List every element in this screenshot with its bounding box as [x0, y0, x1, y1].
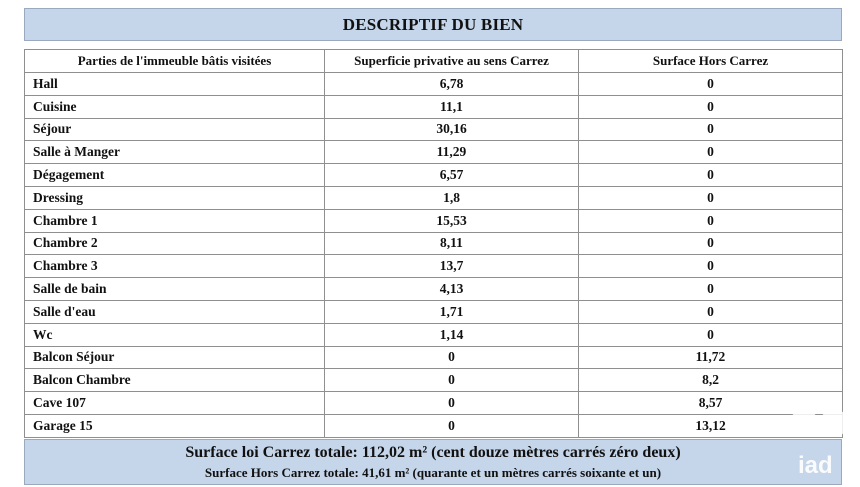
hors-carrez-value: 0 — [579, 323, 843, 346]
carrez-value: 1,71 — [325, 300, 579, 323]
table-row — [25, 278, 843, 301]
room-name: Salle d'eau — [25, 300, 325, 323]
carrez-value: 0 — [325, 392, 579, 415]
hors-carrez-value: 0 — [579, 278, 843, 301]
table-row — [25, 73, 843, 96]
carrez-value: 30,16 — [325, 118, 579, 141]
room-name: Salle à Manger — [25, 141, 325, 164]
carrez-total: Surface loi Carrez totale: 112,02 m² (cent douze mètres carrés zéro deux) — [185, 443, 681, 461]
carrez-value: 15,53 — [325, 209, 579, 232]
hors-carrez-value: 0 — [579, 164, 843, 187]
property-description — [24, 8, 842, 485]
table-row — [25, 300, 843, 323]
table-row — [25, 164, 843, 187]
table-row — [25, 392, 843, 415]
watermark-text: iad — [798, 452, 833, 479]
carrez-value: 6,57 — [325, 164, 579, 187]
hors-carrez-value: 8,57 — [579, 392, 843, 415]
hors-carrez-value: 0 — [579, 95, 843, 118]
table-row — [25, 118, 843, 141]
carrez-value: 1,8 — [325, 186, 579, 209]
room-name: Hall — [25, 73, 325, 96]
document-title: DESCRIPTIF DU BIEN — [24, 8, 842, 41]
hors-carrez-value: 13,12 — [579, 414, 843, 437]
surface-summary — [24, 439, 842, 485]
hors-carrez-value: 0 — [579, 141, 843, 164]
hors-carrez-value: 8,2 — [579, 369, 843, 392]
hors-carrez-value: 0 — [579, 73, 843, 96]
carrez-value: 4,13 — [325, 278, 579, 301]
hors-carrez-value: 0 — [579, 186, 843, 209]
column-header-hors-carrez: Surface Hors Carrez — [579, 50, 843, 73]
hors-carrez-value: 0 — [579, 255, 843, 278]
table-row — [25, 232, 843, 255]
table-row — [25, 414, 843, 437]
carrez-value: 8,11 — [325, 232, 579, 255]
room-name: Séjour — [25, 118, 325, 141]
table-row — [25, 186, 843, 209]
hors-carrez-value: 11,72 — [579, 346, 843, 369]
table-row — [25, 141, 843, 164]
room-name: Dressing — [25, 186, 325, 209]
carrez-value: 11,1 — [325, 95, 579, 118]
table-row — [25, 95, 843, 118]
table-row — [25, 255, 843, 278]
carrez-value: 11,29 — [325, 141, 579, 164]
room-name: Chambre 2 — [25, 232, 325, 255]
room-name: Balcon Chambre — [25, 369, 325, 392]
carrez-value: 13,7 — [325, 255, 579, 278]
room-name: Cave 107 — [25, 392, 325, 415]
hors-carrez-total: Surface Hors Carrez totale: 41,61 m² (quarante et un mètres carrés soixante et un) — [204, 464, 662, 480]
table-row — [25, 346, 843, 369]
carrez-value: 0 — [325, 414, 579, 437]
column-header-rooms: Parties de l'immeuble bâtis visitées — [25, 50, 325, 73]
room-name: Chambre 1 — [25, 209, 325, 232]
table-row — [25, 209, 843, 232]
room-name: Chambre 3 — [25, 255, 325, 278]
room-name: Garage 15 — [25, 414, 325, 437]
column-header-carrez: Superficie privative au sens Carrez — [325, 50, 579, 73]
table-header-row — [25, 50, 843, 73]
room-name: Wc — [25, 323, 325, 346]
surface-table — [24, 49, 843, 438]
table-row — [25, 323, 843, 346]
hors-carrez-value: 0 — [579, 300, 843, 323]
hors-carrez-value: 0 — [579, 118, 843, 141]
hors-carrez-value: 0 — [579, 232, 843, 255]
carrez-value: 0 — [325, 346, 579, 369]
hors-carrez-value: 0 — [579, 209, 843, 232]
carrez-value: 0 — [325, 369, 579, 392]
iad-logo-icon — [784, 401, 854, 479]
room-name: Dégagement — [25, 164, 325, 187]
room-name: Salle de bain — [25, 278, 325, 301]
carrez-value: 6,78 — [325, 73, 579, 96]
room-name: Cuisine — [25, 95, 325, 118]
room-name: Balcon Séjour — [25, 346, 325, 369]
carrez-value: 1,14 — [325, 323, 579, 346]
table-row — [25, 369, 843, 392]
